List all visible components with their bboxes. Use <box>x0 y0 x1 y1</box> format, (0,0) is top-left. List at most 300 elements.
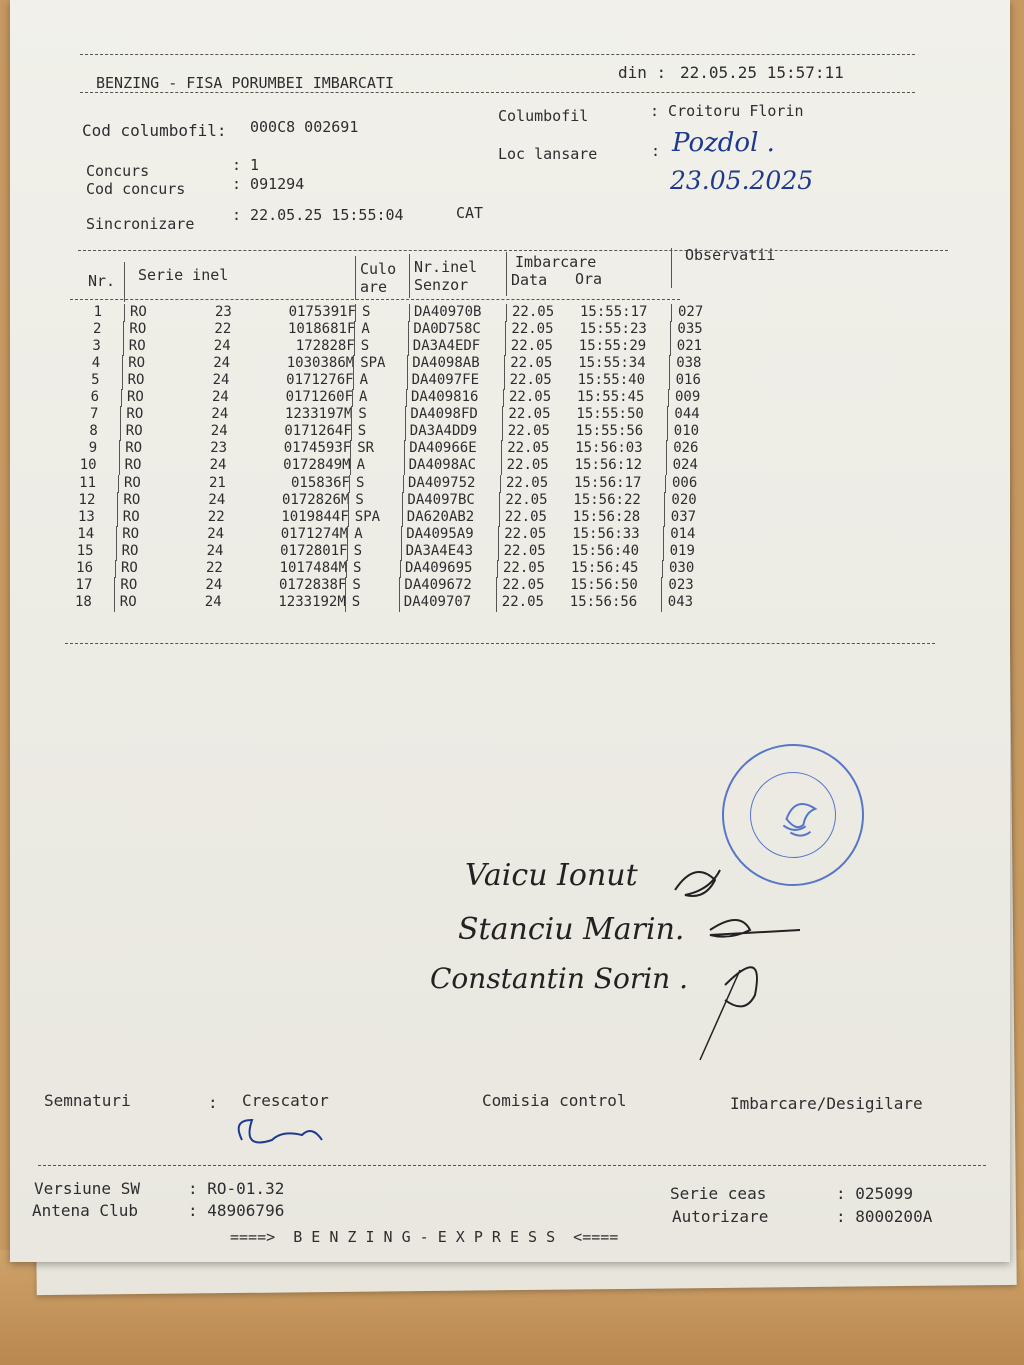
col-divider-ora <box>667 423 668 441</box>
col-divider-nr <box>122 355 123 373</box>
row-serie: 172828F <box>295 338 355 355</box>
col-divider-culoare <box>407 372 408 390</box>
row-nr: 17 <box>75 576 93 593</box>
document-sheet <box>10 0 1010 1262</box>
col-divider-ora <box>664 492 665 510</box>
row-culoare: S <box>356 474 365 491</box>
row-an: 24 <box>212 389 229 406</box>
table-top-rule <box>78 250 948 251</box>
col-divider-culoare <box>399 594 400 612</box>
row-nr: 16 <box>76 559 93 576</box>
row-culoare: S <box>351 593 361 610</box>
row-senzor: DA40966E <box>409 440 477 457</box>
row-tara: RO <box>130 304 147 320</box>
row-culoare: SPA <box>354 508 381 525</box>
document-title: BENZING - FISA PORUMBEI IMBARCATI <box>96 74 395 92</box>
header-mid-rule <box>80 92 915 93</box>
row-obs: 024 <box>672 457 698 474</box>
row-ora: 15:55:29 <box>578 338 647 355</box>
col-divider-serie <box>345 594 346 612</box>
row-culoare: S <box>352 576 361 593</box>
row-serie: 0172838F <box>278 576 347 593</box>
row-senzor: DA409672 <box>404 576 472 593</box>
col-divider-culoare <box>404 440 405 458</box>
row-ora: 15:56:50 <box>570 576 638 593</box>
stamp-bird-icon <box>715 737 871 893</box>
row-tara: RO <box>127 372 145 389</box>
row-an: 24 <box>205 576 223 593</box>
col-divider-ora <box>666 457 667 475</box>
col-divider-culoare <box>403 475 404 493</box>
row-nr: 5 <box>91 372 100 389</box>
table-row <box>10 457 770 475</box>
row-tara: RO <box>123 491 141 508</box>
row-culoare: A <box>356 457 366 474</box>
col-divider-serie <box>348 492 349 510</box>
row-senzor: DA4095A9 <box>406 525 474 542</box>
row-tara: RO <box>127 389 144 406</box>
row-senzor: DA4097FE <box>411 372 480 389</box>
din-value: 22.05.25 15:57:11 <box>680 63 844 82</box>
row-obs: 043 <box>667 593 694 610</box>
row-serie: 1017484M <box>279 559 347 576</box>
sincronizare-suffix: CAT <box>456 204 484 222</box>
row-tara: RO <box>128 338 146 355</box>
row-data: 22.05 <box>502 576 545 593</box>
col-divider-ora <box>663 543 664 561</box>
row-nr: 18 <box>74 593 92 610</box>
col-nrinel-header-2: Senzor <box>414 276 469 294</box>
row-tara: RO <box>124 474 141 491</box>
col-divider-senzor <box>504 372 505 390</box>
row-nr: 13 <box>77 508 95 525</box>
row-ora: 15:56:03 <box>575 440 643 457</box>
row-culoare: A <box>359 389 368 406</box>
row-obs: 020 <box>671 491 697 508</box>
row-culoare: S <box>357 423 367 440</box>
col-ora-header: Ora <box>575 270 603 288</box>
col-divider-senzor <box>496 594 497 612</box>
row-culoare: S <box>360 338 370 355</box>
col-divider-ora <box>667 406 668 424</box>
row-ora: 15:55:56 <box>575 423 644 440</box>
handwritten-name-2: Stanciu Marin. <box>458 912 685 947</box>
row-culoare: S <box>358 406 367 423</box>
row-ora: 15:55:45 <box>577 389 645 406</box>
col-divider-serie <box>348 509 349 527</box>
serie-ceas-label: Serie ceas <box>670 1184 767 1203</box>
row-ora: 15:56:40 <box>571 542 640 559</box>
comisia-label: Comisia control <box>482 1091 627 1110</box>
semnaturi-colon: : <box>208 1093 218 1112</box>
table-row <box>10 560 770 578</box>
col-divider-nr <box>116 526 117 544</box>
col-divider-serie <box>352 389 353 407</box>
row-data: 22.05 <box>510 355 553 372</box>
table-row <box>10 423 770 441</box>
row-ora: 15:55:34 <box>578 355 646 372</box>
row-obs: 030 <box>669 559 695 576</box>
row-serie: 015836F <box>290 474 350 491</box>
row-tara: RO <box>126 406 144 423</box>
col-divider-senzor <box>505 321 506 339</box>
col-divider-culoare <box>405 423 406 441</box>
club-stamp <box>713 735 873 895</box>
col-imbarcare-header: Imbarcare <box>515 253 597 271</box>
row-ora: 15:55:50 <box>576 406 644 423</box>
row-an: 24 <box>207 525 225 542</box>
col-divider-serie <box>350 457 351 475</box>
handwritten-name-1: Vaicu Ionut <box>465 858 638 893</box>
row-an: 24 <box>206 542 224 559</box>
row-obs: 019 <box>669 542 695 559</box>
col-divider-senzor-head <box>506 252 507 296</box>
row-nr: 1 <box>93 304 102 320</box>
row-an: 23 <box>210 440 228 457</box>
row-senzor: DA4097BC <box>407 491 475 508</box>
row-obs: 016 <box>675 372 701 389</box>
table-row <box>10 509 770 527</box>
row-senzor: DA409707 <box>403 593 472 610</box>
col-divider-ora <box>670 321 671 339</box>
semnaturi-label: Semnaturi <box>44 1091 131 1110</box>
row-nr: 6 <box>90 389 99 406</box>
row-tara: RO <box>122 508 140 525</box>
row-nr: 3 <box>92 338 101 355</box>
col-divider-nr <box>123 338 124 356</box>
col-divider-culoare <box>401 543 402 561</box>
row-culoare: S <box>353 542 363 559</box>
row-an: 24 <box>208 491 226 508</box>
col-divider-senzor <box>502 423 503 441</box>
handwritten-name-3: Constantin Sorin . <box>430 962 689 995</box>
table-row <box>10 577 770 595</box>
row-an: 22 <box>206 559 223 576</box>
row-serie: 0172826M <box>281 491 350 508</box>
col-divider-ora <box>671 304 672 322</box>
row-culoare: A <box>354 525 363 542</box>
col-divider-culoare <box>404 457 405 475</box>
row-tara: RO <box>125 440 143 457</box>
col-divider-serie <box>345 577 346 595</box>
row-ora: 15:55:17 <box>580 304 648 320</box>
row-culoare: A <box>361 321 370 338</box>
row-data: 22.05 <box>506 457 549 474</box>
row-ora: 15:56:56 <box>569 593 638 610</box>
col-divider-senzor <box>503 389 504 407</box>
row-culoare: S <box>355 491 364 508</box>
row-tara: RO <box>119 593 137 610</box>
row-senzor: DA409695 <box>405 559 473 576</box>
row-serie: 1233197M <box>284 406 353 423</box>
row-data: 22.05 <box>507 423 550 440</box>
table-row <box>10 389 770 407</box>
table-header-rule <box>70 299 680 300</box>
table-row <box>10 304 770 322</box>
table-row <box>10 406 770 424</box>
row-an: 24 <box>213 355 231 372</box>
row-senzor: DA3A4DD9 <box>409 423 478 440</box>
col-divider-nr <box>119 440 120 458</box>
row-data: 22.05 <box>508 406 551 423</box>
row-senzor: DA0D758C <box>413 321 481 338</box>
row-data: 22.05 <box>506 474 549 491</box>
header-top-rule <box>80 54 915 55</box>
col-divider-nr <box>116 543 117 561</box>
col-divider-ora <box>661 577 662 595</box>
col-divider-nr <box>124 304 125 322</box>
row-tara: RO <box>128 355 146 372</box>
col-divider-serie <box>354 338 355 356</box>
col-divider-senzor <box>499 492 500 510</box>
row-serie: 0171260F <box>285 389 353 406</box>
table-row <box>10 355 770 373</box>
col-divider-culoare <box>405 406 406 424</box>
row-serie: 0172849M <box>283 457 351 474</box>
row-culoare: A <box>359 372 369 389</box>
row-data: 22.05 <box>509 389 552 406</box>
col-divider-senzor <box>506 304 507 322</box>
row-nr: 11 <box>79 474 96 491</box>
col-nr-header: Nr. <box>88 272 116 290</box>
cod-concurs-label: Cod concurs <box>86 180 186 198</box>
col-serie-header: Serie inel <box>138 266 229 284</box>
row-an: 24 <box>204 593 222 610</box>
col-divider-senzor <box>501 440 502 458</box>
col-divider-senzor <box>499 509 500 527</box>
col-divider-nr <box>114 594 115 612</box>
imbarcare-label: Imbarcare/Desigilare <box>730 1094 923 1113</box>
col-divider-nr <box>117 509 118 527</box>
col-divider-culoare <box>401 526 402 544</box>
row-nr: 14 <box>77 525 95 542</box>
row-an: 21 <box>209 474 226 491</box>
col-divider-serie <box>350 440 351 458</box>
row-nr: 7 <box>89 406 99 423</box>
col-divider-ora <box>661 594 662 612</box>
table-row <box>10 543 770 561</box>
row-ora: 15:56:22 <box>573 491 641 508</box>
row-culoare: SPA <box>360 355 386 372</box>
col-divider-senzor <box>502 406 503 424</box>
concurs-label: Concurs <box>86 162 150 180</box>
col-divider-culoare <box>409 304 410 322</box>
table-row <box>10 338 770 356</box>
row-obs: 021 <box>676 338 703 355</box>
row-obs: 026 <box>673 440 699 457</box>
row-obs: 044 <box>674 406 700 423</box>
col-culoare-header-2: are <box>360 278 388 296</box>
col-divider-senzor <box>496 577 497 595</box>
table-row <box>10 372 770 390</box>
row-obs: 010 <box>673 423 700 440</box>
col-divider-culoare <box>402 492 403 510</box>
table-row <box>10 526 770 544</box>
row-an: 24 <box>210 423 228 440</box>
col-divider-nr <box>114 577 115 595</box>
cod-columbofil-label: Cod columbofil: <box>82 121 227 140</box>
row-data: 22.05 <box>511 321 554 338</box>
col-divider-nr <box>119 457 120 475</box>
row-culoare: SR <box>357 440 375 457</box>
row-senzor: DA4098AB <box>412 355 480 372</box>
col-divider-culoare <box>408 321 409 339</box>
brand-line: ====> B E N Z I N G - E X P R E S S <==== <box>230 1228 619 1246</box>
table-row <box>10 475 770 493</box>
row-nr: 8 <box>89 423 98 440</box>
col-divider-culoare <box>400 560 401 578</box>
col-divider-nr-head <box>124 262 125 302</box>
col-divider-senzor <box>504 355 505 373</box>
table-row <box>10 492 770 510</box>
row-senzor: DA409816 <box>411 389 479 406</box>
table-bottom-rule <box>65 643 935 644</box>
row-obs: 014 <box>670 525 696 542</box>
row-serie: 0171274M <box>280 525 349 542</box>
col-divider-nr <box>122 372 123 390</box>
row-obs: 006 <box>672 474 698 491</box>
loc-lansare-handwritten: Pozdol . <box>672 128 775 158</box>
col-divider-nr <box>118 475 119 493</box>
row-tara: RO <box>124 457 142 474</box>
autorizare-value: : 8000200A <box>836 1207 933 1226</box>
col-divider-nr <box>121 389 122 407</box>
row-serie: 0174593F <box>283 440 352 457</box>
cod-concurs-value: : 091294 <box>232 175 305 193</box>
col-divider-culoare <box>407 355 408 373</box>
col-divider-culoare <box>399 577 400 595</box>
col-divider-ora <box>665 475 666 493</box>
sincronizare-value: : 22.05.25 15:55:04 <box>232 206 404 224</box>
col-divider-serie <box>349 475 350 493</box>
loc-lansare-label: Loc lansare <box>498 145 598 163</box>
row-serie: 0171276F <box>286 372 354 389</box>
row-nr: 15 <box>76 542 94 559</box>
col-divider-serie <box>347 526 348 544</box>
col-divider-serie <box>354 321 355 339</box>
row-data: 22.05 <box>510 338 553 355</box>
col-divider-culoare <box>406 389 407 407</box>
table-row <box>10 440 770 458</box>
versiune-label: Versiune SW <box>34 1179 140 1198</box>
table-row <box>10 321 770 339</box>
col-divider-senzor <box>498 526 499 544</box>
loc-lansare-colon: : <box>651 142 661 160</box>
versiune-value: : RO-01.32 <box>188 1179 285 1198</box>
row-senzor: DA3A4E43 <box>405 542 474 559</box>
col-divider-ora-head <box>671 248 672 288</box>
col-divider-serie <box>353 355 354 373</box>
row-obs: 009 <box>675 389 701 406</box>
row-ora: 15:56:12 <box>574 457 643 474</box>
columbofil-label: Columbofil <box>498 107 589 125</box>
row-nr: 12 <box>78 491 96 508</box>
antena-label: Antena Club <box>32 1201 138 1220</box>
row-serie: 1233192M <box>278 593 346 610</box>
col-divider-nr <box>115 560 116 578</box>
col-divider-ora <box>669 355 670 373</box>
row-tara: RO <box>122 525 140 542</box>
col-divider-serie <box>346 560 347 578</box>
col-divider-senzor <box>497 560 498 578</box>
col-divider-ora <box>668 389 669 407</box>
row-ora: 15:56:45 <box>571 559 639 576</box>
col-divider-culoare <box>408 338 409 356</box>
autorizare-label: Autorizare <box>672 1207 769 1226</box>
col-divider-culoare-head <box>409 254 410 298</box>
col-divider-nr <box>123 321 124 339</box>
row-data: 22.05 <box>504 508 547 525</box>
row-an: 24 <box>212 372 230 389</box>
col-divider-serie <box>351 423 352 441</box>
row-ora: 15:56:17 <box>574 474 642 491</box>
row-senzor: DA4098AC <box>408 457 477 474</box>
col-divider-culoare <box>402 509 403 527</box>
col-divider-serie <box>351 406 352 424</box>
row-data: 22.05 <box>505 491 548 508</box>
row-data: 22.05 <box>501 593 544 610</box>
col-divider-serie-head <box>355 256 356 300</box>
col-divider-ora <box>670 338 671 356</box>
table-row <box>10 594 770 612</box>
col-divider-senzor <box>498 543 499 561</box>
col-divider-ora <box>666 440 667 458</box>
row-ora: 15:55:40 <box>577 372 646 389</box>
col-divider-nr <box>120 406 121 424</box>
row-obs: 038 <box>676 355 702 372</box>
serie-ceas-value: : 025099 <box>836 1184 914 1203</box>
din-label: din : <box>618 63 667 82</box>
row-senzor: DA3A4EDF <box>412 338 481 355</box>
col-divider-nr <box>117 492 118 510</box>
row-obs: 037 <box>670 508 697 525</box>
col-divider-senzor <box>505 338 506 356</box>
row-nr: 4 <box>91 355 101 372</box>
row-data: 22.05 <box>509 372 552 389</box>
row-serie: 1018681F <box>287 321 356 338</box>
row-an: 24 <box>213 338 231 355</box>
antena-value: : 48906796 <box>188 1201 285 1220</box>
row-senzor: DA620AB2 <box>406 508 475 525</box>
concurs-value: : 1 <box>232 156 260 174</box>
row-obs: 023 <box>668 576 694 593</box>
col-divider-ora <box>664 509 665 527</box>
row-tara: RO <box>120 576 138 593</box>
row-senzor: DA40970B <box>414 304 482 320</box>
row-nr: 9 <box>88 440 98 457</box>
row-an: 24 <box>211 406 229 423</box>
row-serie: 0171264F <box>284 423 352 440</box>
col-divider-nr <box>120 423 121 441</box>
col-divider-serie <box>347 543 348 561</box>
row-nr: 2 <box>92 321 102 338</box>
row-an: 23 <box>215 304 232 320</box>
row-data: 22.05 <box>504 525 547 542</box>
col-divider-ora <box>663 526 664 544</box>
row-culoare: S <box>362 304 371 320</box>
col-divider-serie <box>355 304 356 322</box>
footer-rule <box>38 1165 986 1166</box>
col-culoare-header-1: Culo <box>360 260 397 278</box>
col-divider-serie <box>353 372 354 390</box>
col-nrinel-header-1: Nr.inel <box>414 258 478 276</box>
cod-columbofil-value: 000C8 002691 <box>250 118 359 136</box>
row-data: 22.05 <box>512 304 555 320</box>
row-serie: 1030386M <box>286 355 355 372</box>
date-handwritten: 23.05.2025 <box>670 166 814 195</box>
row-ora: 15:55:23 <box>579 321 647 338</box>
row-an: 22 <box>207 508 225 525</box>
